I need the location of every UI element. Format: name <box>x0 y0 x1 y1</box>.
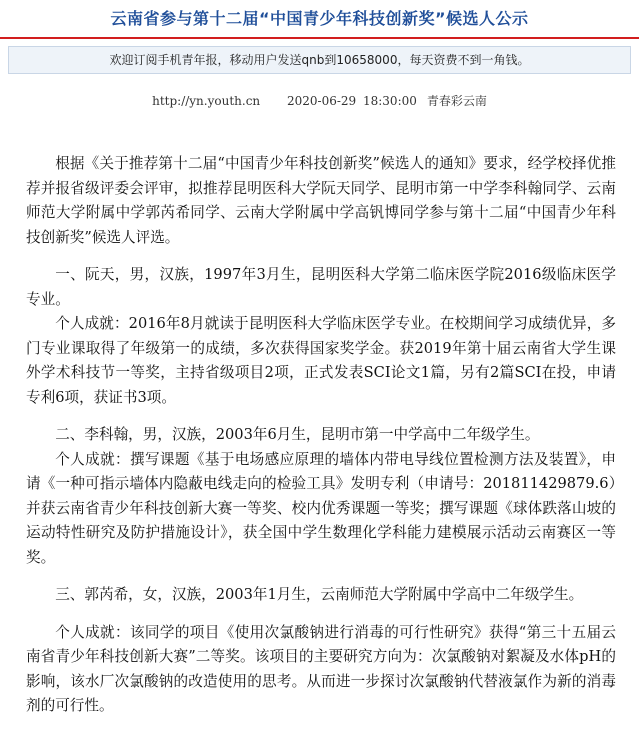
subscription-notice: 欢迎订阅手机青年报，移动用户发送qnb到10658000，每天资费不到一角钱。 <box>8 46 631 74</box>
article-body <box>26 152 616 719</box>
page-title: 云南省参与第十二届“中国青少年科技创新奖”候选人公示 <box>110 9 529 28</box>
candidate-2-basic: 二、李科翰，男，汉族，2003年6月生，昆明市第一中学高中二年级学生。 <box>55 426 540 443</box>
title-divider <box>0 37 639 39</box>
candidate-2-achievement: 个人成就：撰写课题《基于电场感应原理的墙体内带电导线位置检测方法及装置》，申请《一种可指示墙体内隐蔽电线走向的检验工具》发明专利（申请号：201811429879.6）并获云南省青少年科技创新大赛一等奖、校内优秀课题一等奖；撰写课题《球体跌落山坡的运动特性研究及防护措施设计》，获全国中学生数理化学科能力建模展示活动云南赛区一等奖。 <box>26 450 616 566</box>
article-meta <box>0 92 639 109</box>
candidate-3-basic: 三、郭芮希，女，汉族，2003年1月生，云南师范大学附属中学高中二年级学生。 <box>55 586 584 603</box>
candidate-1-basic: 一、阮天，男，汉族，1997年3月生，昆明医科大学第二临床医学院2016级临床医学专业。 <box>26 266 616 308</box>
source-name: 青春彩云南 <box>426 94 487 108</box>
candidate-3-achievement: 个人成就：该同学的项目《使用次氯酸钠进行消毒的可行性研究》获得“第三十五届云南省青少年科技创新大赛”二等奖。该项目的主要研究方向为：次氯酸钠对絮凝及水体pH的影响，该水厂次氯酸钠的改造使用的思考。从而进一步探讨次氯酸钠代替液氯作为新的消毒剂的可行性。 <box>26 623 616 714</box>
candidate-1-achievement: 个人成就：2016年8月就读于昆明医科大学临床医学专业。在校期间学习成绩优异，多门专业课取得了年级第一的成绩，多次获得国家奖学金。获2019年第十届云南省大学生课外学术科技节一等奖，主持省级项目2项，正式发表SCI论文1篇，另有2篇SCI在投，申请专利6项，获证书3项。 <box>26 315 616 406</box>
source-url-link[interactable]: http://yn.youth.cn <box>152 94 261 108</box>
publish-datetime: 2020-06-29 18:30:00 <box>286 94 417 108</box>
intro-paragraph: 根据《关于推荐第十二届“中国青少年科技创新奖”候选人的通知》要求，经学校择优推荐并报省级评委会评审，拟推荐昆明医科大学阮天同学、昆明市第一中学李科翰同学、云南师范大学附属中学郭芮希同学、云南大学附属中学高钒博同学参与第十二届“中国青少年科技创新奖”候选人评选。 <box>26 155 616 246</box>
